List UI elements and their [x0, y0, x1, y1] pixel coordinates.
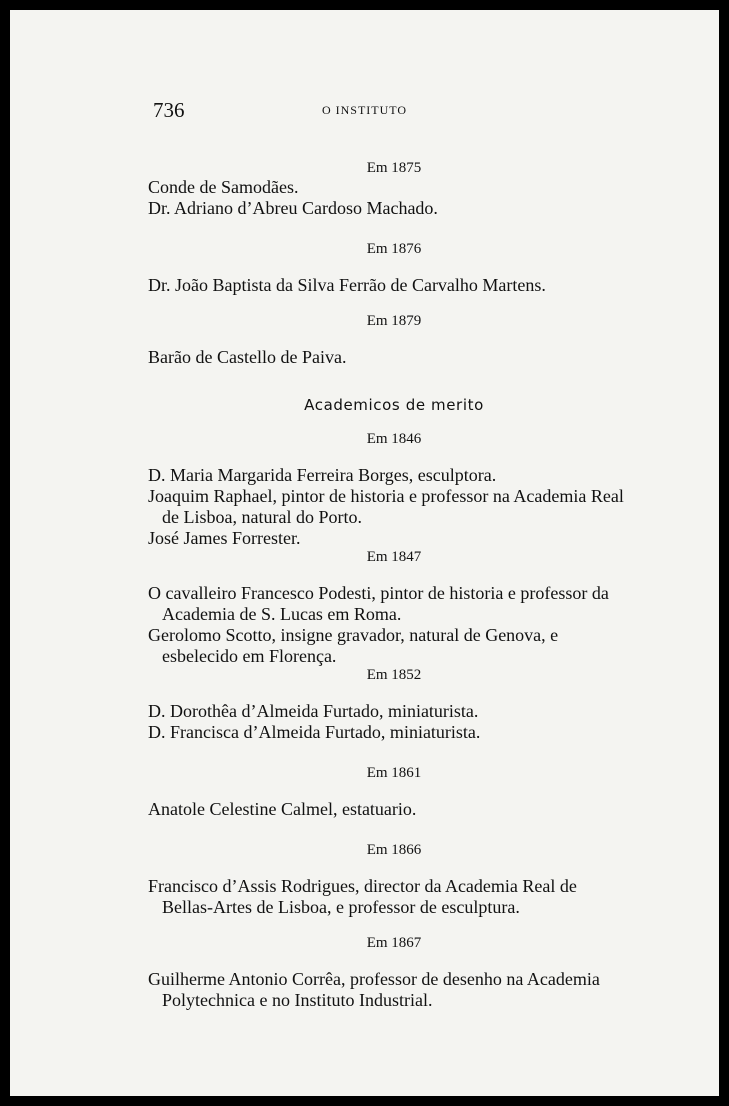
member-entry: Gerolomo Scotto, insigne gravador, natural de Genova, e esbelecido em Florença. — [148, 625, 559, 666]
running-title: O INSTITUTO — [321, 103, 408, 117]
page-number: 736 — [153, 98, 185, 122]
member-entry: Joaquim Raphael, pintor de historia e professor na Academia Real de Lisboa, natural do Porto. — [148, 486, 624, 527]
member-entry: D. Dorothêa d’Almeida Furtado, miniaturista. — [148, 701, 479, 721]
book-page — [10, 10, 719, 1096]
year-heading: Em 1867 — [366, 935, 422, 951]
year-heading: Em 1846 — [366, 431, 422, 447]
member-entry: D. Maria Margarida Ferreira Borges, esculptora. — [148, 465, 497, 485]
year-heading: Em 1879 — [366, 313, 422, 329]
member-entry: José James Forrester. — [148, 528, 301, 548]
page-header — [10, 98, 719, 122]
member-entry: O cavalleiro Francesco Podesti, pintor de historia e professor da Academia de S. Lucas em Roma. — [148, 583, 609, 624]
member-entry: D. Francisca d’Almeida Furtado, miniaturista. — [148, 722, 481, 742]
member-entry: Dr. João Baptista da Silva Ferrão de Carvalho Martens. — [148, 275, 546, 295]
member-entry: Guilherme Antonio Corrêa, professor de desenho na Academia Polytechnica e no Instituto Industrial. — [148, 969, 600, 1010]
page-body — [148, 160, 626, 1011]
member-entry: Anatole Celestine Calmel, estatuario. — [148, 799, 417, 819]
year-heading: Em 1861 — [366, 765, 422, 781]
year-heading: Em 1875 — [366, 160, 422, 176]
member-entry: Conde de Samodães. — [148, 177, 299, 197]
year-heading: Em 1866 — [366, 842, 422, 858]
year-heading: Em 1847 — [366, 549, 422, 565]
member-entry: Barão de Castello de Paiva. — [148, 347, 347, 367]
section-heading: Academicos de merito — [304, 396, 484, 414]
member-entry: Francisco d’Assis Rodrigues, director da Academia Real de Bellas-Artes de Lisboa, e professor de esculptura. — [148, 876, 577, 917]
year-heading: Em 1876 — [366, 241, 422, 257]
member-entry: Dr. Adriano d’Abreu Cardoso Machado. — [148, 198, 438, 218]
year-heading: Em 1852 — [366, 667, 422, 683]
